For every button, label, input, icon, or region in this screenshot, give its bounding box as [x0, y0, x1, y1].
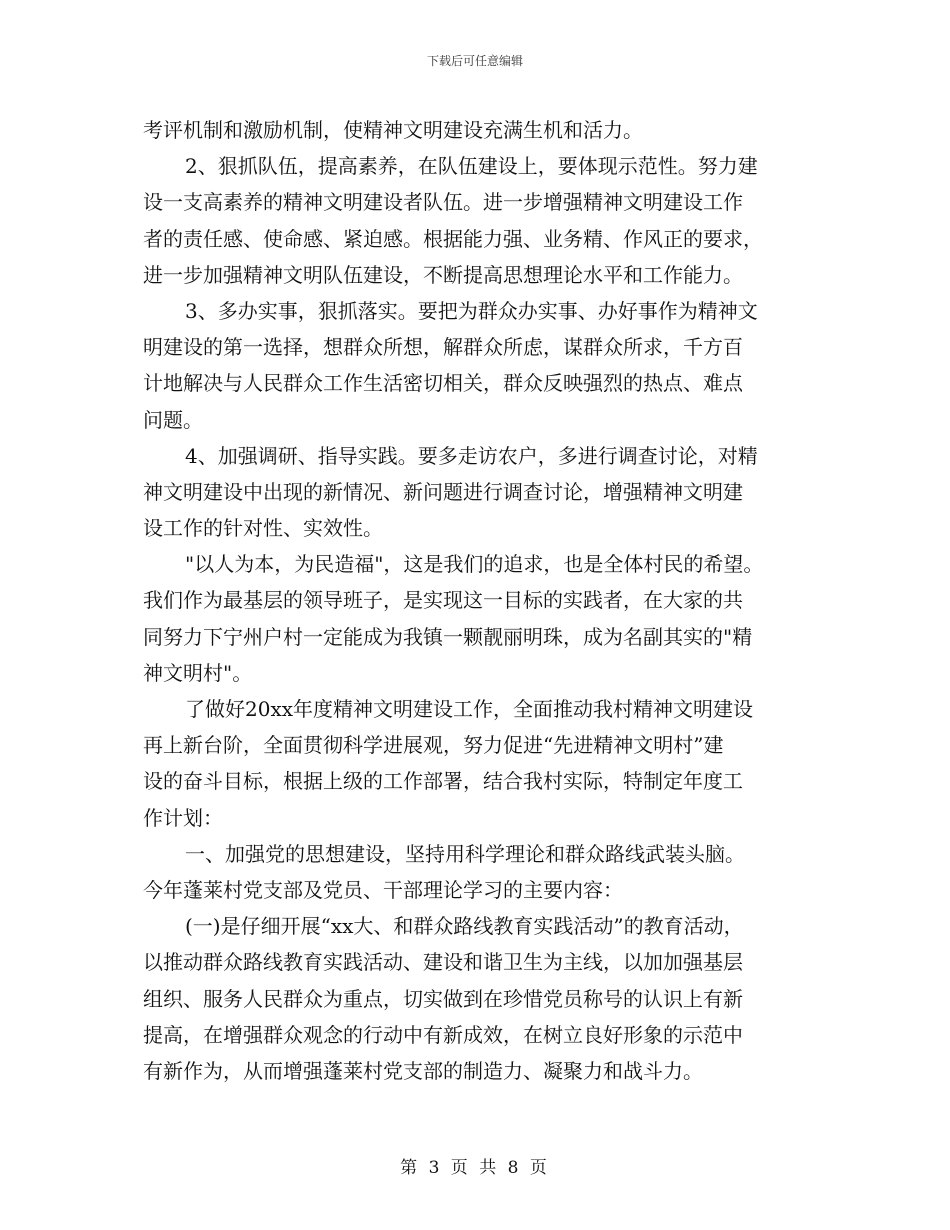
document-body	[143, 112, 813, 1089]
text-line: 以推动群众路线教育实践活动、建设和谐卫生为主线，以加加强基层	[143, 950, 743, 975]
text-line: 今年蓬莱村党支部及党员、干部理论学习的主要内容：	[143, 877, 623, 902]
text-line: 2、狠抓队伍，提高素养，在队伍建设上，要体现示范性。努力建	[185, 154, 758, 179]
text-line: 者的责任感、使命感、紧迫感。根据能力强、业务精、作风正的要求，	[143, 226, 763, 251]
text-line: 神文明建设中出现的新情况、新问题进行调查讨论，增强精神文明建	[143, 479, 743, 504]
text-line: 3、多办实事，狠抓落实。要把为群众办实事、办好事作为精神文	[185, 298, 758, 323]
page-footer: 第 3 页 共 8 页	[400, 1158, 550, 1178]
text-line: 设一支高素养的精神文明建设者队伍。进一步增强精神文明建设工作	[143, 190, 743, 215]
text-line: 再上新台阶，全面贯彻科学进展观，努力促进“先进精神文明村”建	[143, 733, 724, 758]
text-line: 了做好20xx年度精神文明建设工作，全面推动我村精神文明建设	[185, 697, 754, 721]
text-line: 有新作为，从而增强蓬莱村党支部的制造力、凝聚力和战斗力。	[143, 1058, 703, 1083]
text-line: 一、加强党的思想建设，坚持用科学理论和群众路线武装头脑。	[185, 841, 745, 866]
text-line: 神文明村"。	[143, 660, 253, 685]
text-line: 提高，在增强群众观念的行动中有新成效，在树立良好形象的示范中	[143, 1022, 743, 1047]
text-line: 问题。	[143, 407, 203, 432]
text-line: 4、加强调研、指导实践。要多走访农户，多进行调查讨论，对精	[185, 443, 758, 468]
text-line: 同努力下宁州户村一定能成为我镇一颗靓丽明珠，成为名副其实的"精	[143, 624, 753, 649]
page-header: 下载后可任意编辑	[426, 54, 523, 68]
text-line: 进一步加强精神文明队伍建设，不断提高思想理论水平和工作能力。	[143, 262, 743, 287]
text-line: 设工作的针对性、实效性。	[143, 516, 383, 541]
text-line: 我们作为最基层的领导班子，是实现这一目标的实践者，在大家的共	[143, 588, 743, 613]
text-line: 设的奋斗目标，根据上级的工作部署，结合我村实际，特制定年度工	[143, 769, 743, 794]
text-line: "以人为本，为民造福"，这是我们的追求，也是全体村民的希望。	[185, 552, 764, 577]
text-line: 明建设的第一选择，想群众所想，解群众所虑，谋群众所求，千方百	[143, 335, 743, 360]
text-line: 考评机制和激励机制，使精神文明建设充满生机和活力。	[143, 118, 643, 142]
text-line: 计地解决与人民群众工作生活密切相关，群众反映强烈的热点、难点	[143, 371, 743, 396]
text-line: 组织、服务人民群众为重点，切实做到在珍惜党员称号的认识上有新	[143, 986, 743, 1011]
text-line: (一)是仔细开展“xx大、和群众路线教育实践活动”的教育活动，	[185, 914, 744, 939]
text-line: 作计划：	[143, 805, 223, 830]
